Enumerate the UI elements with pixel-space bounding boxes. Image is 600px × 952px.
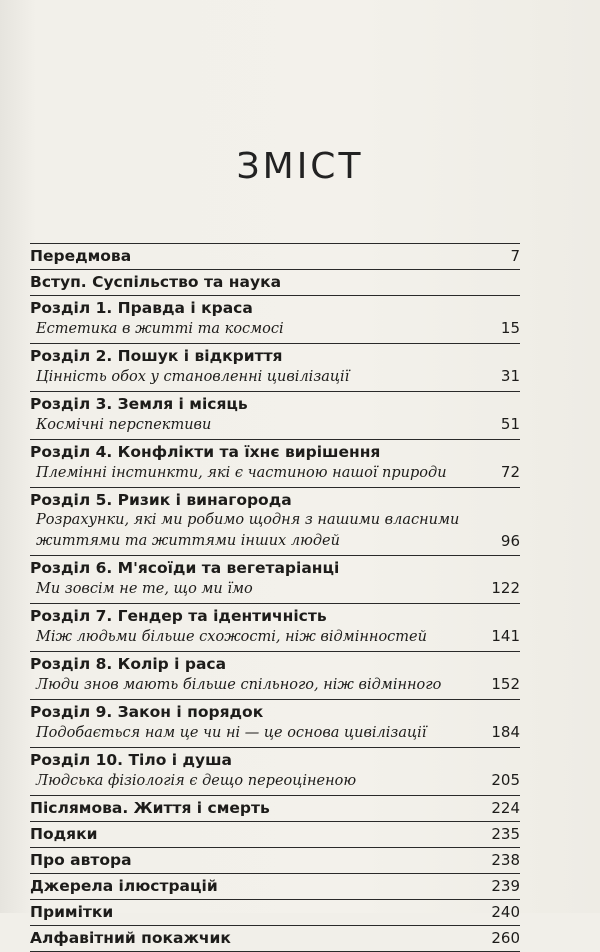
toc-entry-title: Розділ 7. Гендер та ідентичність — [30, 607, 327, 625]
toc-entry-title: Про автора — [30, 851, 132, 869]
toc-entry-page: 235 — [491, 825, 520, 843]
toc-entry-subtitle: Естетика в житті та космосі — [36, 321, 284, 337]
toc-entry — [30, 243, 520, 270]
toc-entry-page: 205 — [491, 771, 520, 789]
toc-entry-title: Розділ 3. Земля і місяць — [30, 395, 248, 413]
toc-entry-page: 238 — [491, 851, 520, 869]
toc-entry-subtitle: Ми зовсім не те, що ми їмо — [36, 581, 253, 597]
toc-entry-title: Розділ 1. Правда і краса — [30, 299, 253, 317]
toc-entry-subtitle: Між людьми більше схожості, ніж відмінностей — [36, 629, 427, 645]
toc-entry-title: Примітки — [30, 903, 114, 921]
toc-entry — [30, 270, 520, 296]
toc-entry-title: Розділ 9. Закон і порядок — [30, 703, 264, 721]
toc-entry — [30, 796, 520, 822]
toc-entry-page: 239 — [491, 877, 520, 895]
page-title: ЗМІСТ — [236, 146, 364, 187]
toc-entry-page: 224 — [491, 799, 520, 817]
toc-entry — [30, 822, 520, 848]
toc-entry-title: Подяки — [30, 825, 98, 843]
toc-entry-page: 7 — [510, 247, 520, 265]
toc-entry-title: Вступ. Суспільство та наука — [30, 273, 282, 291]
toc-entry-page: 51 — [500, 415, 520, 433]
toc-entry-page: 31 — [500, 367, 520, 385]
toc-entry — [30, 652, 520, 700]
toc-entry-title: Післямова. Життя і смерть — [30, 799, 270, 817]
toc-entry-title: Розділ 4. Конфлікти та їхнє вирішення — [30, 443, 381, 461]
table-of-contents — [30, 243, 520, 952]
toc-entry — [30, 556, 520, 604]
toc-entry-page: 141 — [491, 627, 520, 645]
toc-entry-subtitle: Племінні інстинкти, які є частиною нашої природи — [36, 465, 447, 481]
toc-entry-title: Розділ 8. Колір і раса — [30, 655, 227, 673]
toc-entry-page: 72 — [500, 463, 520, 481]
toc-entry-subtitle: Людська фізіологія є дещо переоціненою — [36, 773, 357, 789]
toc-entry-title: Розділ 10. Тіло і душа — [30, 751, 232, 769]
toc-entry-page: 15 — [500, 319, 520, 337]
toc-entry-page: 96 — [500, 532, 520, 550]
toc-entry — [30, 848, 520, 874]
toc-entry — [30, 488, 520, 556]
toc-entry-title: Розділ 6. М'ясоїди та вегетаріанці — [30, 559, 340, 577]
toc-entry — [30, 874, 520, 900]
toc-entry — [30, 604, 520, 652]
toc-entry-title: Джерела ілюстрацій — [30, 877, 218, 895]
toc-entry-title: Розділ 2. Пошук і відкриття — [30, 347, 283, 365]
toc-entry-title: Передмова — [30, 247, 132, 265]
toc-entry-subtitle: Цінність обох у становленні цивілізації — [36, 369, 350, 385]
toc-entry-page: 184 — [491, 723, 520, 741]
toc-entry — [30, 900, 520, 926]
toc-entry — [30, 440, 520, 488]
toc-entry — [30, 700, 520, 748]
toc-entry — [30, 926, 520, 952]
toc-entry — [30, 748, 520, 796]
toc-entry — [30, 392, 520, 440]
toc-entry-page: 240 — [491, 903, 520, 921]
toc-entry-page: 260 — [491, 929, 520, 947]
toc-entry-subtitle: Подобається нам це чи ні — це основа цивілізації — [36, 725, 427, 741]
toc-entry-title: Розділ 5. Ризик і винагорода — [30, 491, 292, 509]
toc-entry-page: 122 — [491, 579, 520, 597]
toc-entry-subtitle: Розрахунки, які ми робимо щодня з нашими власними життями та життями інших людей — [36, 512, 460, 549]
toc-entry — [30, 344, 520, 392]
toc-entry-subtitle: Космічні перспективи — [36, 417, 212, 433]
toc-entry-page: 152 — [491, 675, 520, 693]
toc-entry — [30, 296, 520, 344]
toc-entry-subtitle: Люди знов мають більше спільного, ніж відмінного — [36, 677, 442, 693]
toc-entry-title: Алфавітний покажчик — [30, 929, 231, 947]
